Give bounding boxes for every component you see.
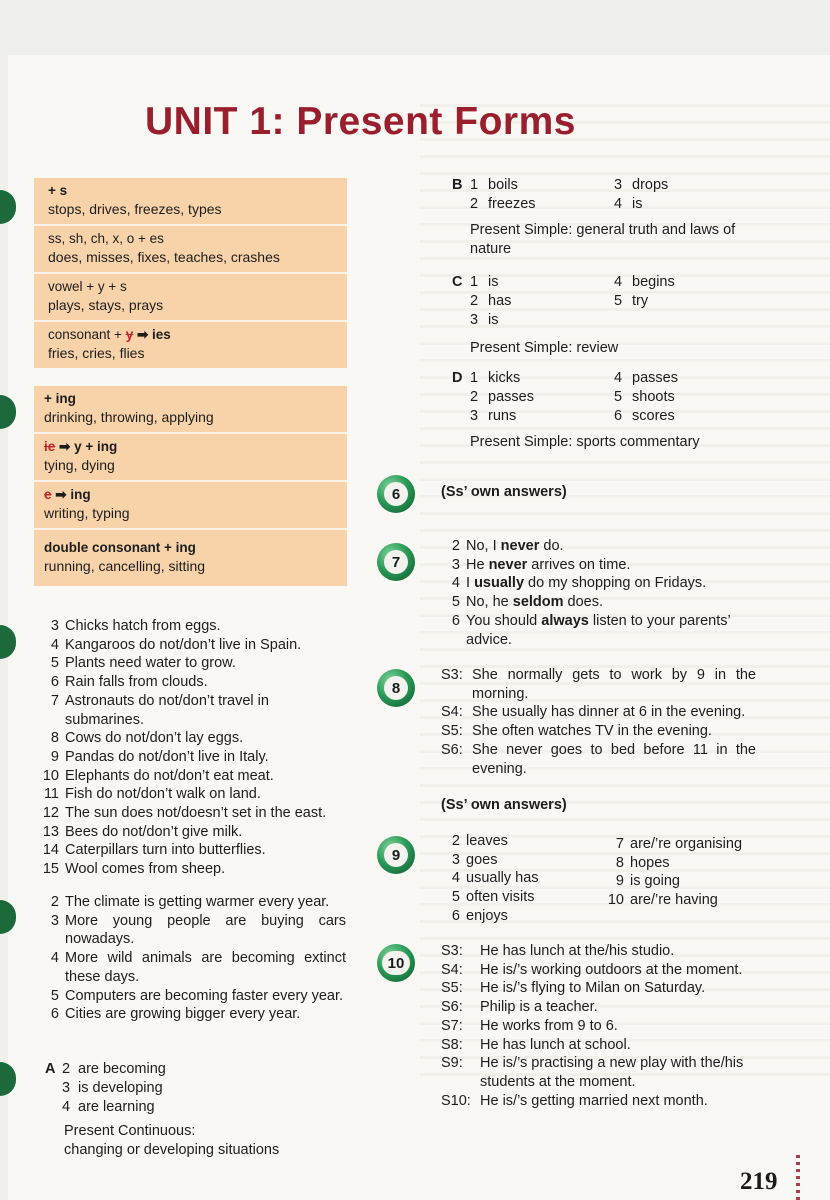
item-text: passes	[488, 389, 534, 405]
list-item	[40, 841, 345, 860]
item-text: hopes	[630, 854, 670, 871]
section-row	[452, 369, 772, 388]
text-post: does.	[563, 594, 604, 611]
item-number: 5	[50, 987, 59, 1004]
item-number: 5	[451, 594, 460, 611]
list-item	[441, 1017, 756, 1036]
list-item	[441, 851, 611, 870]
item-text: Caterpillars turn into butterflies.	[65, 842, 266, 859]
exercise-6-badge	[377, 475, 415, 513]
section-letter: B	[452, 177, 463, 193]
rule-examples: stops, drives, freezes, types	[48, 201, 222, 217]
spacer	[452, 311, 470, 330]
item-number: S6:	[441, 741, 463, 758]
list-item	[600, 891, 770, 910]
section-b	[452, 176, 772, 259]
item-number: 9	[615, 873, 624, 890]
text-pre: No, he	[466, 594, 513, 611]
rule-pre: consonant +	[48, 327, 122, 342]
rule-cell	[34, 386, 347, 434]
list-item	[40, 987, 346, 1006]
adverb: usually	[474, 575, 525, 592]
list-item	[600, 854, 770, 873]
item-text: Cities are growing bigger every year.	[65, 1006, 301, 1023]
list-item	[40, 654, 345, 673]
exercise-6-answer: (Ss’ own answers)	[441, 484, 567, 500]
section-letter: C	[452, 274, 463, 290]
exercise-10-answers	[441, 942, 756, 1110]
spacer	[452, 407, 470, 426]
item-text: runs	[488, 408, 517, 424]
item-number: 4	[614, 274, 623, 290]
item-text	[466, 593, 761, 612]
section-letter: A	[45, 1061, 56, 1077]
adverb: never	[500, 538, 540, 554]
exercise-number: 7	[384, 550, 408, 574]
item-text: freezes	[488, 196, 536, 212]
rule-cell	[34, 530, 347, 586]
section-row	[452, 176, 772, 195]
item-text: is	[488, 274, 499, 290]
list-item	[40, 804, 345, 823]
list-item	[441, 722, 756, 741]
item-text: He is/’s getting married next month.	[480, 1092, 708, 1109]
item-text: He is/’s flying to Milan on Saturday.	[480, 980, 706, 997]
item-text: is	[488, 312, 499, 328]
rule-examples: fries, cries, flies	[48, 345, 145, 361]
adverb: always	[541, 612, 589, 629]
exercise-9-answers-left	[441, 832, 611, 926]
item-number: 1	[470, 177, 479, 193]
item-text: shoots	[632, 389, 675, 405]
list-item	[40, 617, 345, 636]
exercise-7-badge	[377, 543, 415, 581]
rule-text	[48, 325, 335, 344]
item-number: 15	[42, 861, 59, 878]
item-number: 4	[62, 1099, 71, 1115]
text-post: do my shopping on Fridays.	[524, 575, 707, 592]
item-text: is developing	[78, 1080, 163, 1096]
item-number: 2	[451, 833, 460, 849]
item-number: S3:	[441, 667, 463, 683]
item-number: 7	[615, 836, 624, 852]
item-number: 4	[451, 575, 460, 592]
item-number: 13	[42, 823, 59, 840]
item-text: She normally gets to work by 9 in the morning.	[472, 667, 756, 702]
list-item	[40, 748, 345, 767]
list-item	[600, 835, 770, 854]
spelling-rules-s	[34, 178, 347, 368]
spelling-rules-ing	[34, 386, 347, 586]
item-number: 6	[50, 674, 59, 691]
item-text: has	[488, 293, 512, 309]
list-item	[40, 1005, 346, 1024]
section-a	[45, 1060, 345, 1160]
item-number: 3	[50, 912, 59, 929]
page-edge-dots	[796, 1155, 800, 1200]
list-item	[441, 741, 756, 778]
item-text: He works from 9 to 6.	[480, 1017, 618, 1034]
crossed-letters-text: ie	[44, 439, 56, 454]
rule-text: + s	[48, 183, 68, 198]
item-text: He has lunch at the/his studio.	[480, 943, 675, 959]
item-number: 4	[451, 870, 460, 887]
item-text: often visits	[466, 889, 535, 906]
list-item	[441, 998, 756, 1017]
item-number: 3	[451, 556, 460, 573]
section-row	[452, 273, 772, 292]
section-c	[452, 273, 772, 358]
section-note: changing or developing situations	[64, 1142, 280, 1158]
item-text: boils	[488, 177, 518, 193]
item-number: 4	[50, 950, 59, 967]
item-number: S7:	[441, 1017, 463, 1034]
section-row	[452, 311, 772, 330]
item-text: Fish do not/don’t walk on land.	[65, 786, 261, 803]
list-item	[441, 537, 761, 556]
item-text: enjoys	[466, 907, 508, 924]
item-text: drops	[632, 177, 669, 193]
list-item	[40, 673, 345, 692]
exercise-number: 8	[384, 676, 408, 700]
item-number: 3	[614, 177, 623, 193]
text-post: listen to your parents’ advice.	[466, 612, 731, 648]
rule-post: ➡ y + ing	[59, 439, 118, 454]
section-note: Present Continuous:	[64, 1123, 196, 1139]
item-text: Philip is a teacher.	[480, 999, 598, 1016]
text-pre: No, I	[466, 538, 501, 554]
list-item	[40, 692, 345, 729]
item-number: S4:	[441, 961, 463, 978]
section-row	[452, 195, 772, 214]
item-text: Pandas do not/don’t live in Italy.	[65, 748, 269, 765]
item-text: scores	[632, 408, 675, 424]
item-number: S5:	[441, 723, 463, 740]
item-number: 2	[470, 196, 479, 212]
item-text: He is/’s practising a new play with the/his students at the moment.	[480, 1055, 744, 1090]
item-number: S9:	[441, 1055, 463, 1072]
list-item	[40, 949, 346, 986]
item-text	[466, 612, 761, 649]
list-item	[600, 872, 770, 891]
item-number: 11	[43, 786, 59, 803]
rule-text-inner: ss, sh, ch, x, o + es	[48, 231, 164, 246]
adverb: never	[488, 556, 528, 573]
item-text	[466, 574, 761, 593]
rule-cell	[34, 178, 347, 226]
list-item	[40, 893, 346, 912]
item-text: passes	[632, 370, 678, 386]
item-number: 7	[50, 692, 59, 709]
item-text: Rain falls from clouds.	[65, 674, 208, 691]
rule-text	[48, 229, 335, 248]
item-text: He has lunch at school.	[480, 1036, 631, 1053]
page-number: 219	[740, 1168, 778, 1195]
exercise-10-badge	[377, 944, 415, 982]
exercise-number: 10	[382, 951, 410, 975]
section-letter: D	[452, 370, 463, 386]
list-item	[441, 869, 611, 888]
list-item	[441, 1036, 756, 1055]
list-item	[441, 666, 756, 703]
item-text: Astronauts do not/don’t travel in submarines.	[65, 692, 269, 728]
list-item	[441, 612, 761, 649]
rule-post: ➡ ies	[136, 327, 171, 342]
spacer	[452, 292, 470, 311]
exercise-9-badge	[377, 836, 415, 874]
list-item	[441, 832, 611, 851]
text-pre: I	[466, 575, 475, 592]
list-item	[441, 556, 761, 575]
item-number: S6:	[441, 999, 463, 1016]
item-number: S3:	[441, 943, 463, 959]
list-item	[441, 593, 761, 612]
rule-text	[44, 485, 335, 504]
item-number: 6	[614, 408, 623, 424]
list-item	[40, 729, 345, 748]
rule-text	[44, 437, 335, 456]
list-item	[40, 767, 345, 786]
item-text: She often watches TV in the evening.	[472, 723, 712, 740]
list-item	[40, 636, 345, 655]
item-number: 3	[470, 408, 479, 424]
item-text: leaves	[466, 833, 508, 849]
exercise-number: 9	[384, 843, 408, 867]
crossed-letter	[126, 327, 134, 342]
item-text: usually has	[466, 870, 539, 887]
adverb: seldom	[512, 594, 564, 611]
list-item	[40, 785, 345, 804]
spacer	[45, 1098, 62, 1117]
item-number: S8:	[441, 1036, 463, 1053]
crossed-letter-text: y	[125, 327, 134, 342]
crossed-letter	[44, 487, 52, 502]
item-number: 2	[62, 1061, 71, 1077]
item-number: 4	[614, 370, 623, 386]
item-text: Plants need water to grow.	[65, 655, 236, 672]
section-row	[452, 388, 772, 407]
section-row	[45, 1098, 345, 1117]
list-item	[441, 1054, 756, 1091]
item-number: 9	[50, 748, 59, 765]
crossed-letter-text: e	[44, 487, 52, 502]
item-text: are/’re having	[630, 892, 718, 909]
rule-examples: tying, dying	[44, 457, 115, 473]
item-number: 5	[50, 655, 59, 672]
item-text: She usually has dinner at 6 in the evening.	[472, 704, 746, 721]
item-number: 5	[451, 889, 460, 906]
list-item	[441, 979, 756, 998]
item-text: is going	[630, 873, 680, 890]
spacer	[452, 195, 470, 214]
item-text: The sun does not/doesn’t set in the east.	[65, 805, 327, 822]
item-text: Cows do not/don’t lay eggs.	[65, 730, 244, 747]
list-item	[40, 823, 345, 842]
item-number: 3	[470, 312, 479, 328]
rule-cell	[34, 482, 347, 530]
item-number: 10	[607, 892, 624, 909]
item-text: Kangaroos do not/don’t live in Spain.	[65, 636, 302, 653]
item-text: goes	[466, 851, 498, 868]
unit-title: UNIT 1: Present Forms	[145, 100, 576, 143]
item-number: 1	[470, 370, 479, 386]
section-note: Present Simple: sports commentary	[470, 434, 700, 450]
rule-cell	[34, 434, 347, 482]
item-text: Wool comes from sheep.	[65, 861, 226, 878]
exercise-note: (Ss’ own answers)	[441, 797, 567, 814]
exercise-number: 6	[384, 482, 408, 506]
crossed-letters	[44, 439, 55, 454]
item-number: 10	[42, 767, 59, 784]
item-number: 5	[614, 389, 623, 405]
rule-cell	[34, 322, 347, 368]
text-post: do.	[539, 538, 564, 554]
list-item	[441, 961, 756, 980]
section-row	[45, 1060, 345, 1079]
text-pre: He	[466, 556, 489, 573]
item-text: More young people are buying cars nowadays.	[65, 912, 346, 948]
spacer	[45, 1079, 62, 1098]
item-number: 8	[50, 730, 59, 747]
section-row	[452, 407, 772, 426]
list-item	[441, 907, 611, 926]
item-number: 14	[42, 842, 59, 859]
item-number: 3	[62, 1080, 71, 1096]
list-item	[40, 912, 346, 949]
item-text: try	[632, 293, 649, 309]
rule-post: ➡ ing	[55, 487, 91, 502]
item-text: is	[632, 196, 643, 212]
answer-list-b	[40, 893, 346, 1024]
rule-examples: running, cancelling, sitting	[44, 558, 206, 574]
item-text: The climate is getting warmer every year.	[65, 894, 330, 910]
item-text	[466, 556, 761, 575]
exercise-8-answers	[441, 666, 756, 815]
exercise-7-answers	[441, 537, 761, 649]
rule-examples: drinking, throwing, applying	[44, 409, 214, 425]
rule-examples: plays, stays, prays	[48, 297, 164, 313]
item-text: begins	[632, 274, 675, 290]
rule-text: vowel + y + s	[48, 279, 127, 294]
rule-text: + ing	[44, 391, 76, 406]
list-item	[441, 574, 761, 593]
item-number: S10:	[441, 1092, 471, 1109]
item-number: 8	[615, 854, 624, 871]
rule-examples: writing, typing	[44, 505, 130, 521]
item-text: are/’re organising	[630, 836, 743, 852]
item-text: More wild animals are becoming extinct these days.	[65, 950, 346, 985]
item-number: S5:	[441, 980, 463, 997]
list-item	[40, 860, 345, 879]
list-item	[441, 1092, 756, 1111]
section-d	[452, 369, 772, 452]
item-number: 2	[470, 389, 479, 405]
item-number: 2	[451, 538, 460, 554]
section-row	[45, 1079, 345, 1098]
rule-examples: does, misses, fixes, teaches, crashes	[48, 249, 280, 265]
item-text: He is/’s working outdoors at the moment.	[480, 961, 743, 978]
list-item	[441, 888, 611, 907]
rule-cell	[34, 274, 347, 322]
exercise-9-answers-right	[600, 835, 770, 910]
item-text: kicks	[488, 370, 521, 386]
item-number: 12	[42, 805, 59, 822]
spacer	[452, 388, 470, 407]
item-number: 4	[614, 196, 623, 212]
item-text: are becoming	[78, 1061, 166, 1077]
item-number: 4	[50, 636, 59, 653]
item-text: are learning	[78, 1099, 155, 1115]
answer-list-a	[40, 617, 345, 879]
item-number: 2	[470, 293, 479, 309]
exercise-8-badge	[377, 669, 415, 707]
item-number: 6	[451, 907, 460, 924]
item-text	[466, 537, 761, 556]
item-text: She never goes to bed before 11 in the evening.	[472, 741, 756, 777]
rule-text: double consonant + ing	[44, 540, 196, 555]
list-item	[441, 703, 756, 722]
section-note: Present Simple: general truth and laws of nature	[470, 222, 736, 257]
rule-cell	[34, 226, 347, 274]
item-number: S4:	[441, 704, 463, 721]
item-text: Computers are becoming faster every year.	[65, 987, 344, 1004]
list-item	[441, 942, 756, 961]
section-note: Present Simple: review	[470, 340, 619, 356]
item-number: 6	[50, 1006, 59, 1023]
text-post: arrives on time.	[527, 556, 631, 573]
item-text: Chicks hatch from eggs.	[65, 618, 221, 634]
item-number: 3	[451, 851, 460, 868]
item-number: 5	[614, 293, 623, 309]
item-text: Elephants do not/don’t eat meat.	[65, 767, 274, 784]
item-number: 2	[50, 894, 59, 910]
item-number: 6	[451, 612, 460, 629]
item-text: Bees do not/don’t give milk.	[65, 823, 243, 840]
item-number: 3	[50, 618, 59, 634]
section-row	[452, 292, 772, 311]
text-pre: You should	[466, 612, 542, 629]
item-number: 1	[470, 274, 479, 290]
